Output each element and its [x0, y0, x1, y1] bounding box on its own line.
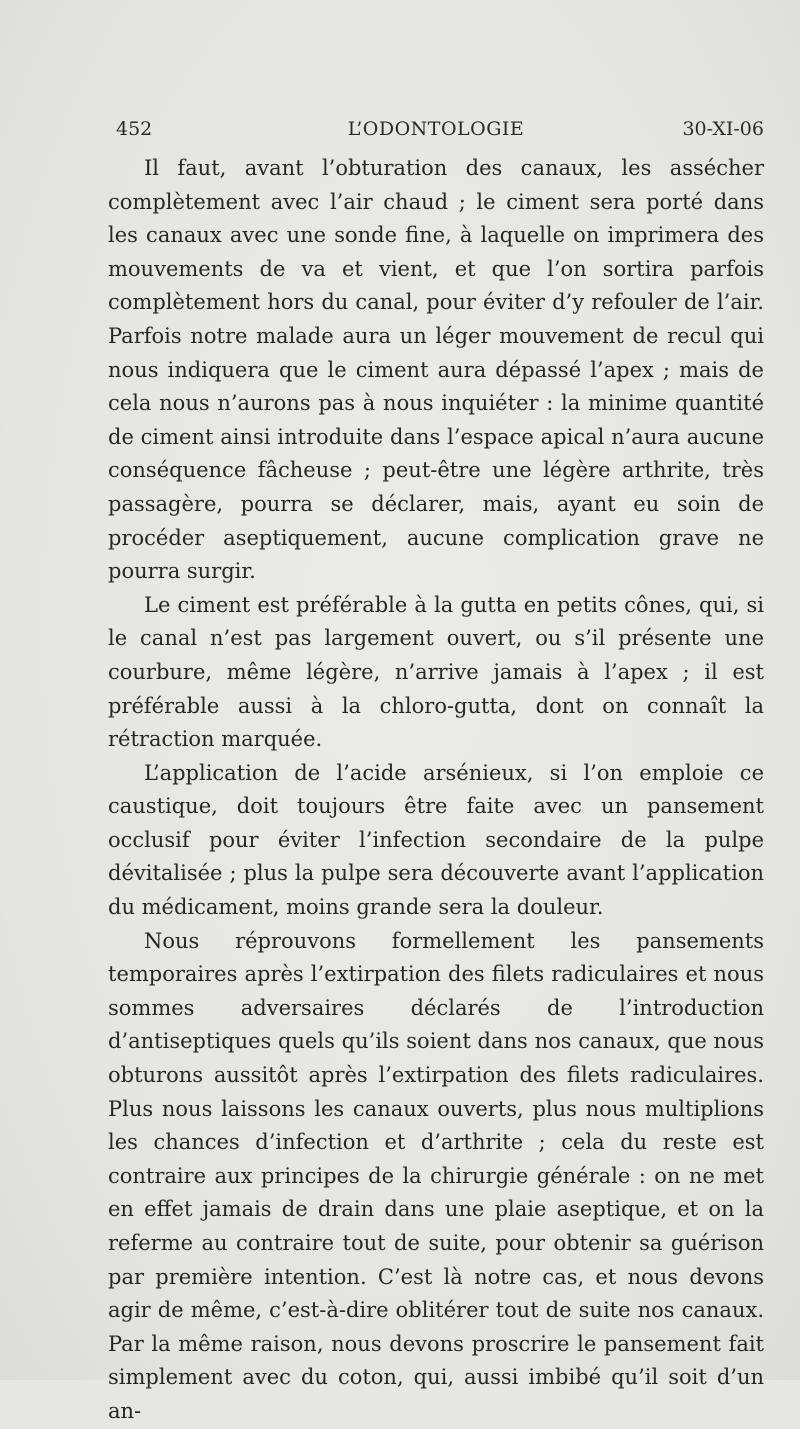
paragraph: Nous réprouvons formellement les pansements temporaires après l’extirpation des filets radiculaires et nous sommes adversaires déclarés de l’introduction d’antiseptiques quels qu’ils soient dans nos canaux, que nous obturons aussitôt après l’extirpation des filets radiculaires. Plus nous laissons les canaux ouverts, plus nous multiplions les chances d’infection et d’arthrite ; cela du reste est contraire aux principes de la chirurgie générale : on ne met en effet jamais de drain dans une plaie aseptique, et on la referme au contraire tout de suite, pour obtenir sa guérison par première intention. C’est là notre cas, et nous devons agir de même, c’est-à-dire oblitérer tout de suite nos canaux. Par la même raison, nous devons proscrire le pansement fait simplement avec du coton, qui, aussi imbibé qu’il soit d’un an- — [108, 928, 764, 1423]
body-text — [108, 152, 764, 1429]
paragraph: L’application de l’acide arsénieux, si l’on emploie ce caustique, doit toujours être faite avec un pansement occlusif pour éviter l’infection secondaire de la pulpe dévitalisée ; plus la pulpe sera découverte avant l’application du médicament, moins grande sera la douleur. — [108, 760, 764, 920]
page-header — [108, 118, 764, 148]
issue-date: 30-XI-06 — [682, 118, 764, 140]
running-title: L’ODONTOLOGIE — [347, 118, 525, 140]
page-number: 452 — [116, 118, 153, 140]
paragraph: Le ciment est préférable à la gutta en petits cônes, qui, si le canal n’est pas largement ouvert, ou s’il présente une courbure, même légère, n’arrive jamais à l’apex ; il est préférable aussi à la chloro-gutta, dont on connaît la rétraction marquée. — [108, 592, 764, 752]
paragraph: Il faut, avant l’obturation des canaux, les assécher complètement avec l’air chaud ; le ciment sera porté dans les canaux avec une sonde fine, à laquelle on imprimera des mouvements de va et vient, et que l’on sortira parfois complètement hors du canal, pour éviter d’y refouler de l’air. Parfois notre malade aura un léger mouvement de recul qui nous indiquera que le ciment aura dépassé l’apex ; mais de cela nous n’aurons pas à nous inquiéter : la minime quantité de ciment ainsi introduite dans l’espace apical n’aura aucune conséquence fâcheuse ; peut-être une légère arthrite, très passagère, pourra se déclarer, mais, ayant eu soin de procéder aseptiquement, aucune complication grave ne pourra surgir. — [108, 156, 764, 584]
